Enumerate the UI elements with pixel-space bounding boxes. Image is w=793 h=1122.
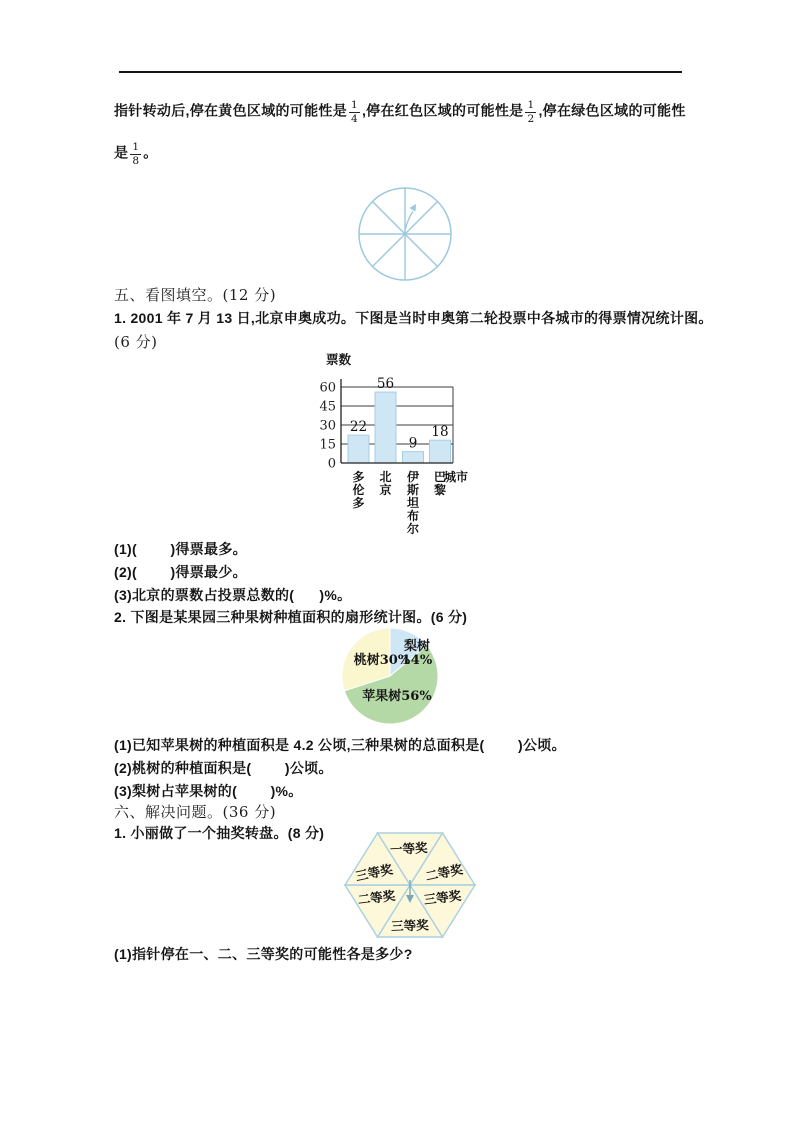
s5q1-points: (6 分) [114,333,158,351]
bar-value-label: 56 [376,376,395,393]
fraction-one-half [525,100,536,124]
wheel-svg [340,826,480,944]
bar [375,392,396,463]
y-axis-title: 票数 [326,352,352,367]
category-char: 京 [379,483,392,497]
y-tick-label: 60 [319,380,336,396]
s5q2-sub3: (3)梨树占苹果树的( )%。 [114,783,303,799]
wheel-segment-label: 三等奖 [354,861,394,884]
pie-label: 桃树30% [353,653,411,668]
pie-label: 14% [401,653,433,668]
category-char: 多 [352,470,365,484]
fraction-numerator: 1 [132,141,140,153]
intro-text-1: 指针转动后,停在黄色区域的可能性是 [114,102,347,119]
s5q1-text: 1. 2001 年 7 月 13 日,北京申奥成功。下图是当时申奥第二轮投票中各城市的得票情况统计图。 [114,310,713,326]
bar-chart-svg [310,350,475,535]
s6q1-text: 1. 小丽做了一个抽奖转盘。(8 分) [114,825,325,841]
category-char: 伦 [352,483,365,497]
category-char: 布 [406,509,420,523]
bar [430,440,451,463]
category-char: 多 [352,496,365,510]
spinner-svg [355,184,455,284]
category-label [434,470,446,497]
category-label [379,470,391,497]
pie-label: 梨树 [403,639,431,654]
fraction-one-eighth [130,142,141,166]
category-char: 伊 [406,470,420,484]
category-char: 斯 [406,483,420,497]
s5q1-sub1: (1)( )得票最多。 [114,541,247,557]
bar-value-label: 9 [408,435,418,452]
fraction-one-fourth [349,100,360,124]
s5q1-sub2: (2)( )得票最少。 [114,564,247,580]
wheel-segment-label: 二等奖 [424,861,464,884]
y-tick-label: 0 [327,456,336,472]
s5q2-text: 2. 下图是某果园三种果树种植面积的扇形统计图。(6 分) [114,609,468,625]
category-label [352,469,364,510]
x-axis-title: 城市 [444,470,469,484]
wheel-segment-label: 二等奖 [356,887,396,908]
category-char: 黎 [433,483,447,497]
wheel-segment-label: 三等奖 [422,887,462,908]
intro-line-1 [114,100,686,124]
top-rule [119,71,682,73]
fraction-numerator: 1 [351,99,358,111]
bar [348,435,369,463]
bar-value-label: 22 [349,419,368,436]
s5q1-sub3: (3)北京的票数占投票总数的( )%。 [114,587,352,603]
pie-label: 苹果树56% [362,689,432,704]
fraction-denominator: 8 [132,154,140,167]
section5-heading: 五、看图填空。(12 分) [114,286,277,304]
category-label [406,469,420,536]
s6q1-sub1: (1)指针停在一、二、三等奖的可能性各是多少? [114,946,413,962]
s5q2-sub1: (1)已知苹果树的种植面积是 4.2 公顷,三种果树的总面积是( )公顷。 [114,737,566,753]
wheel-segment-label: 一等奖 [389,840,428,857]
fraction-numerator: 1 [527,99,535,111]
pie-chart-svg [336,622,446,732]
fraction-denominator: 4 [351,112,358,125]
y-tick-label: 15 [319,437,336,453]
category-char: 巴 [433,470,447,484]
y-tick-label: 30 [319,418,336,434]
category-char: 尔 [406,522,420,536]
intro-text-4: 是 [114,144,129,161]
category-char: 坦 [406,496,420,510]
wheel-segment-label: 三等奖 [390,917,429,934]
intro-text-2: ,停在红色区域的可能性是 [361,102,524,119]
intro-text-5: 。 [143,144,158,161]
fraction-denominator: 2 [527,112,535,125]
intro-text-3: ,停在绿色区域的可能性 [538,102,686,119]
bar [403,452,424,463]
bar-value-label: 18 [431,424,449,441]
s5q2-sub2: (2)桃树的种植面积是( )公顷。 [114,760,333,776]
category-char: 北 [379,470,392,484]
section6-heading: 六、解决问题。(36 分) [114,803,277,821]
y-tick-label: 45 [319,399,336,415]
intro-line-2 [114,142,158,166]
